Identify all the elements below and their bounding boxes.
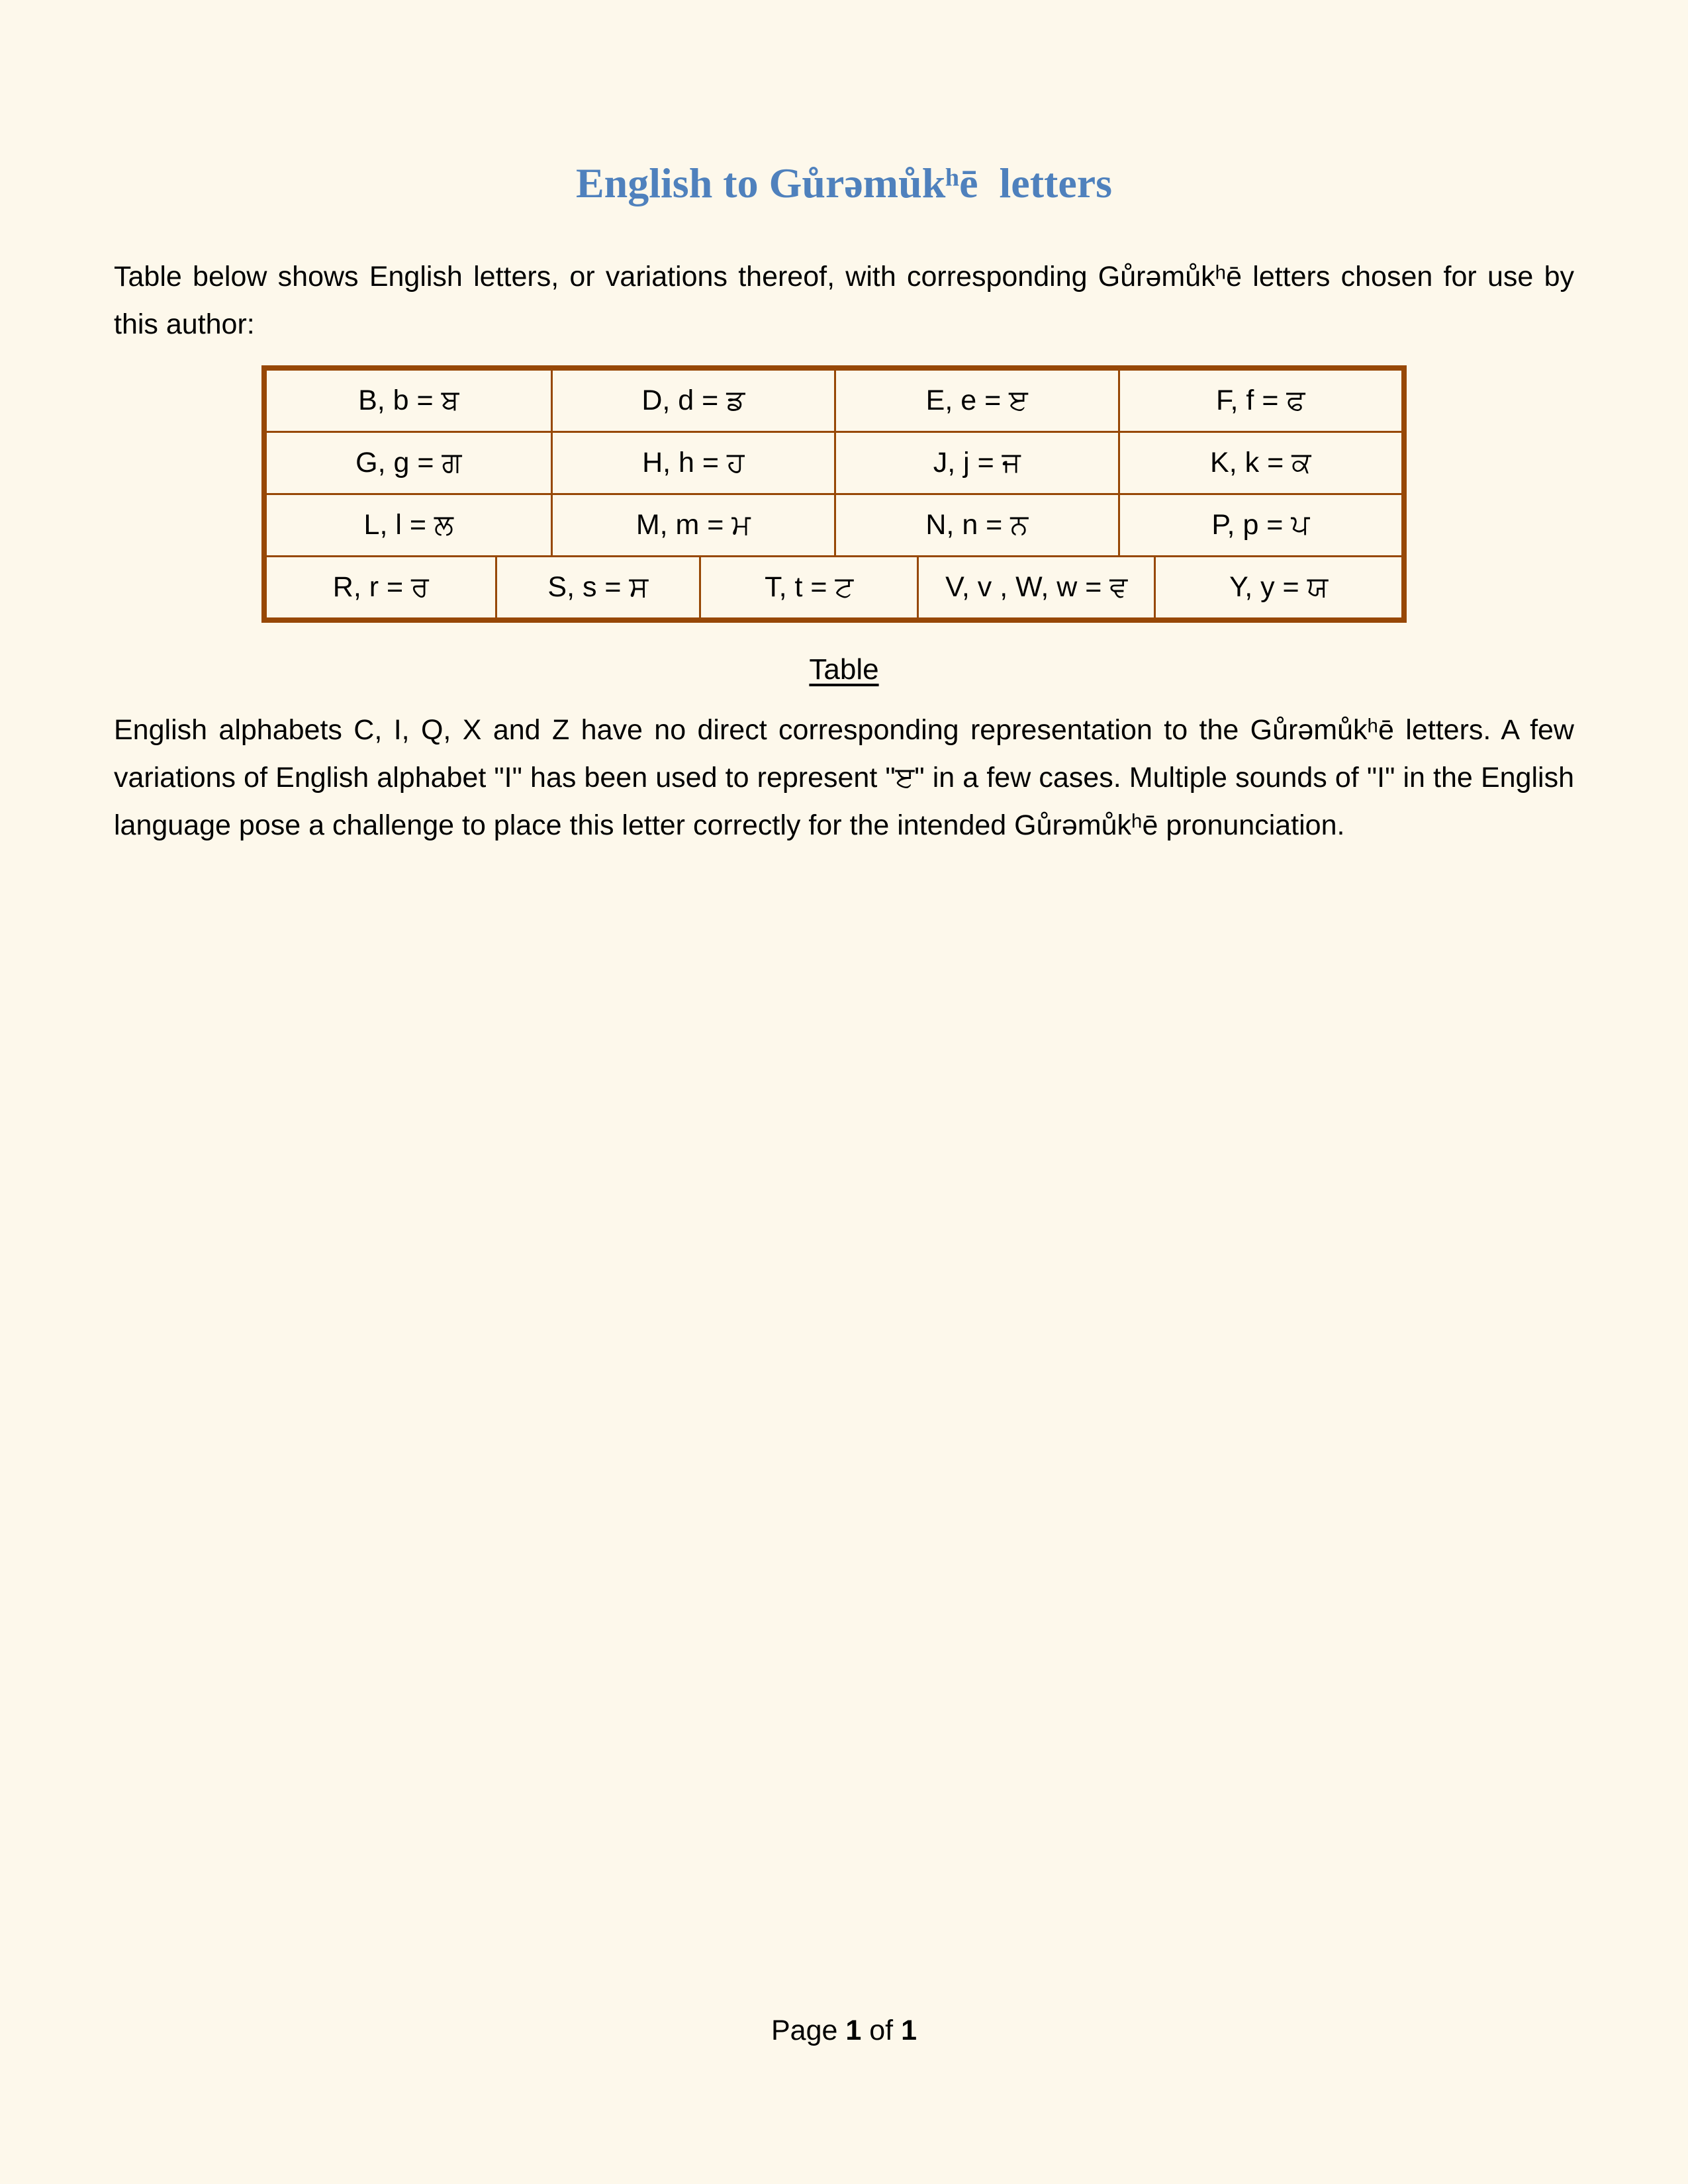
table-cell: V, v , W, w = ਵ: [917, 557, 1154, 617]
table-row: [267, 371, 1401, 431]
table-cell: T, t = ਟ: [699, 557, 917, 617]
table-caption: [114, 651, 1574, 689]
table-row: [267, 493, 1401, 555]
table-cell: B, b = ਬ: [358, 385, 459, 416]
table-cell: L, l = ਲ: [363, 509, 453, 541]
page-title: English to Gůrəmůkʰē letters: [575, 159, 1113, 206]
footer-page-label: Page: [771, 2015, 846, 2046]
table-cell: E, e = ੲ: [834, 371, 1118, 431]
page-footer: [0, 2015, 1688, 2047]
table-cell: R, r = ਰ: [332, 571, 429, 603]
table-cell: F, f = ਫ: [1118, 371, 1402, 431]
table-cell: H, h = ਹ: [551, 433, 835, 493]
table-cell: J, j = ਜ: [834, 433, 1118, 493]
intro-paragraph: Table below shows English letters, or variations thereof, with corresponding Gůrəmůkʰē letters chosen for use by this author:: [114, 261, 1574, 340]
table-cell: S, s = ਸ: [495, 557, 700, 617]
footer-current-page: 1: [845, 2015, 862, 2046]
table-cell: D, d = ਡ: [551, 371, 835, 431]
table-cell: N, n = ਨ: [834, 495, 1118, 555]
table-row: [267, 555, 1401, 617]
footer-total-pages: 1: [901, 2015, 917, 2046]
footer-of-label: of: [861, 2015, 902, 2046]
body-paragraph: English alphabets C, I, Q, X and Z have no direct corresponding representation to the Gůrəmůkʰē letters. A few variations of English alphabet "I" has been used to represent "ੲ" in a few cases. Multiple sounds of "I" in the English language pose a challenge to place this letter correctly for the intended Gůrəmůkʰē pronunciation.: [114, 714, 1574, 841]
table-cell: K, k = ਕ: [1118, 433, 1402, 493]
table-row: [267, 431, 1401, 493]
table-cell: M, m = ਮ: [551, 495, 835, 555]
table-cell: Y, y = ਯ: [1154, 557, 1401, 617]
letter-mapping-table: [261, 365, 1407, 623]
table-cell: P, p = ਪ: [1118, 495, 1402, 555]
table-caption-text: Table: [809, 653, 879, 686]
table-cell: G, g = ਗ: [355, 447, 462, 478]
